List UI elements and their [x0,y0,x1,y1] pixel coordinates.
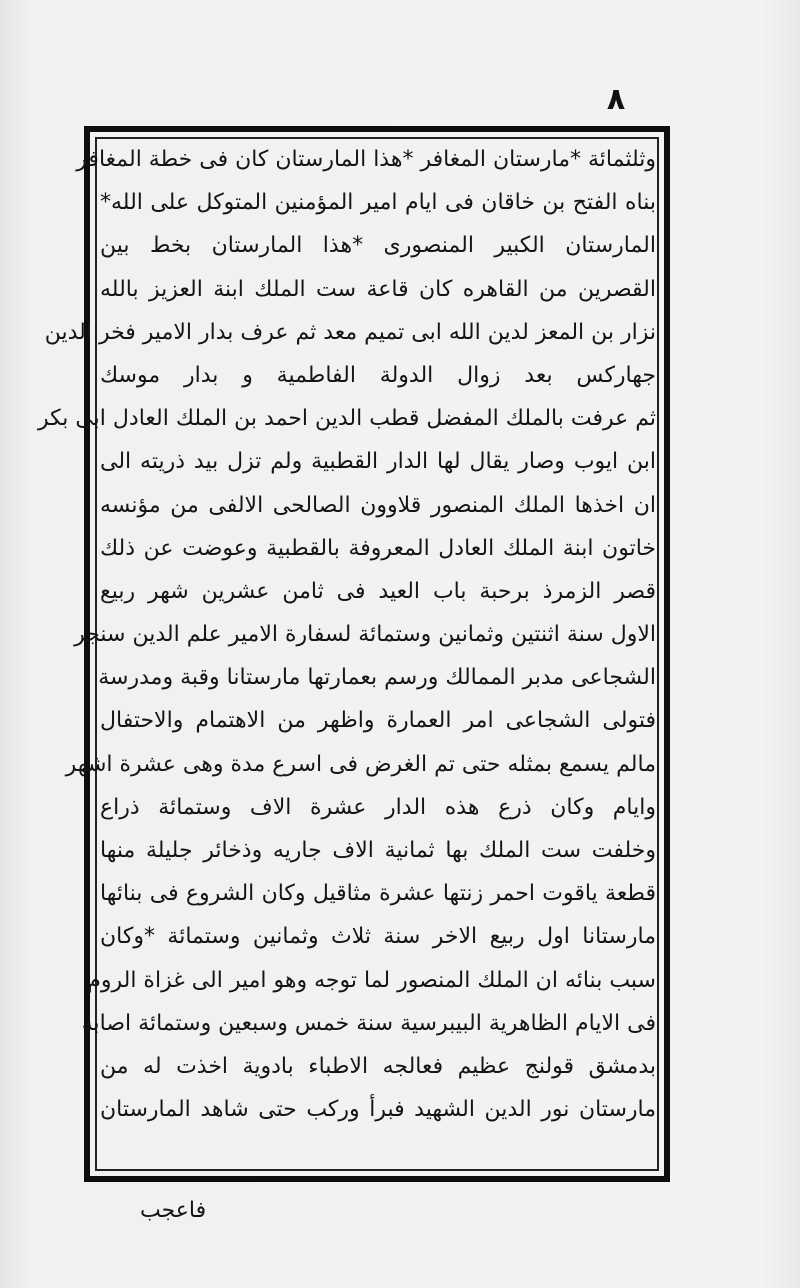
text-line: سبب بنائه ان الملك المنصور لما توجه وهو امير الى غزاة الروم [87,967,656,993]
text-line: بدمشق قولنج عظيم فعالجه الاطباء بادوية اخذت له من [100,1053,656,1079]
text-line: مالم يسمع بمثله حتى تم الغرض فى اسرع مدة وهى عشرة اشهر [65,751,656,777]
catchword: فاعجب [140,1198,207,1223]
text-line: قطعة ياقوت احمر زنتها عشرة مثاقيل وكان الشروع فى بنائها [100,881,656,907]
text-line: مارستانا اول ربيع الاخر سنة ثلاث وثمانين وستمائة *وكان [100,924,656,950]
text-line: ثم عرفت بالملك المفضل قطب الدين احمد بن الملك العادل ابى بكر [37,406,656,432]
text-line: وايام وكان ذرع هذه الدار عشرة الاف وستمائة ذراع [100,794,656,820]
text-line: فى الايام الظاهرية البيبرسية سنة خمس وسبعين وستمائة اصابه [81,1010,656,1036]
text-line: ابن ايوب وصار يقال لها الدار القطبية ولم تزل بيد ذريته الى [100,449,656,475]
text-line: ان اخذها الملك المنصور قلاوون الصالحى الالفى من مؤنسه [100,492,656,518]
text-line: الشجاعى مدبر الممالك ورسم بعمارتها مارستانا وقبة ومدرسة [98,665,656,691]
text-line: فتولى الشجاعى امر العمارة واظهر من الاهتمام والاحتفال [100,708,656,734]
text-block [37,140,656,1170]
text-line: نزار بن المعز لدين الله ابى تميم معد ثم عرف بدار الامير فخر الدين [44,319,656,345]
text-line: قصر الزمرذ برحبة باب العيد فى ثامن عشرين شهر ربيع [100,578,656,604]
text-line: خاتون ابنة الملك العادل المعروفة بالقطبية وعوضت عن ذلك [100,535,656,561]
text-line: المارستان الكبير المنصورى *هذا المارستان بخط بين [100,233,656,259]
text-line: بناه الفتح بن خاقان فى ايام امير المؤمنين المتوكل على الله* [100,190,656,216]
text-line: وخلفت ست الملك بها ثمانية الاف جاريه وذخائر جليلة منها [100,838,656,863]
text-line: مارستان نور الدين الشهيد فبرأ وركب حتى شاهد المارستان [100,1097,656,1123]
text-line: القصرين من القاهره كان قاعة ست الملك ابنة العزيز بالله [100,276,656,302]
text-line: الاول سنة اثنتين وثمانين وستمائة لسفارة الامير علم الدين سنجر [74,622,656,648]
text-line: جهاركس بعد زوال الدولة الفاطمية و بدار موسك [100,362,656,388]
text-line: وثلثمائة *مارستان المغافر *هذا المارستان كان فى خطة المغافر [76,147,656,172]
page-number: ٨ [606,82,626,117]
